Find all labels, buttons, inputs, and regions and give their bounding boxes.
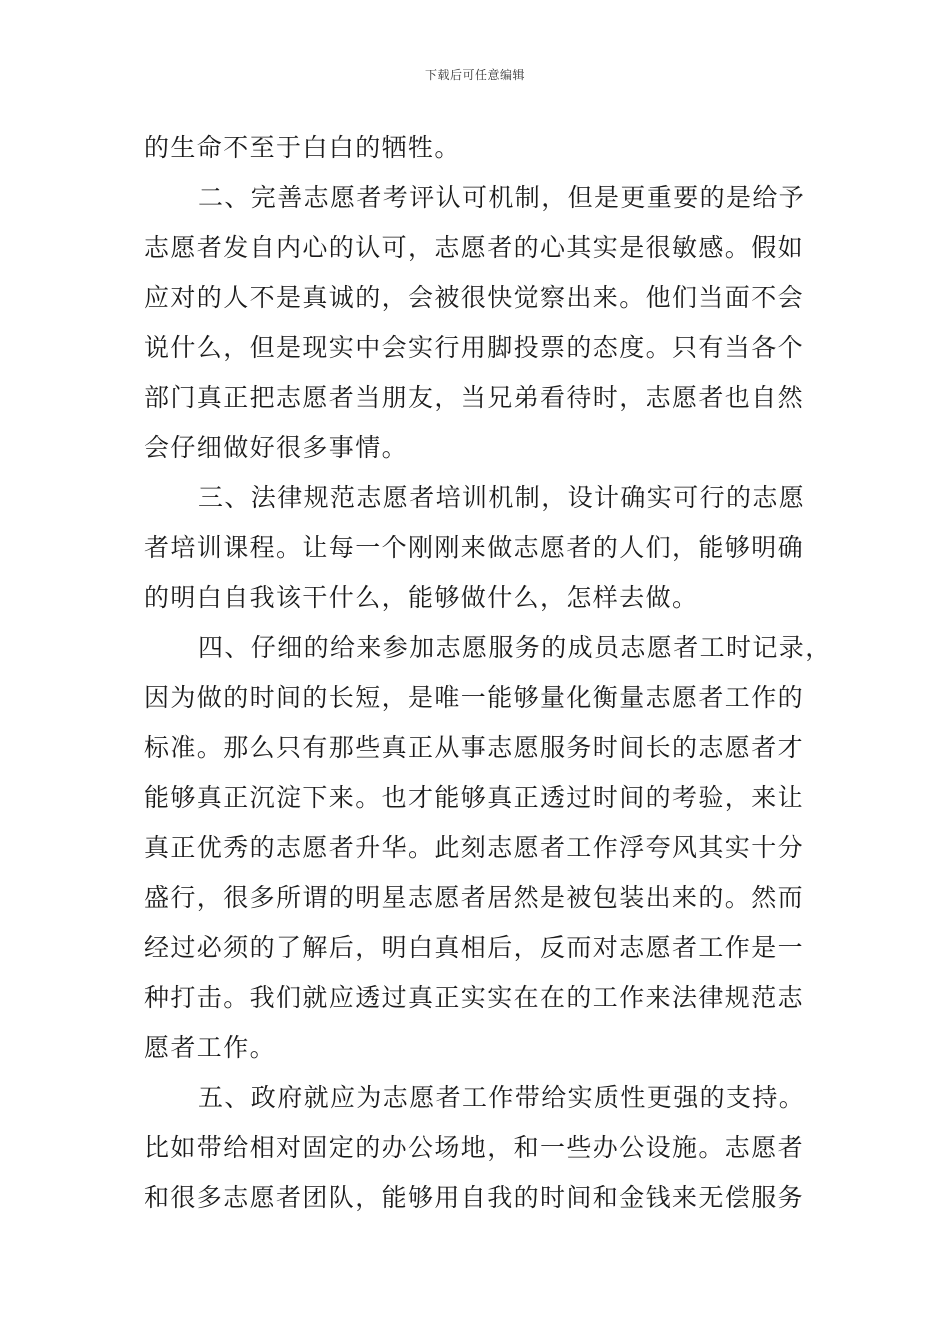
text-line: 标准。那么只有那些真正从事志愿服务时间长的志愿者才 (144, 733, 805, 762)
text-line: 真正优秀的志愿者升华。此刻志愿者工作浮夸风其实十分 (144, 833, 805, 862)
text-line: 经过必须的了解后，明白真相后，反而对志愿者工作是一 (144, 933, 805, 962)
text-line: 因为做的时间的长短，是唯一能够量化衡量志愿者工作的 (144, 683, 805, 712)
text-line: 应对的人不是真诚的，会被很快觉察出来。他们当面不会 (144, 283, 805, 312)
paragraph-start-line: 二、完善志愿者考评认可机制，但是更重要的是给予 (198, 183, 806, 212)
text-line: 部门真正把志愿者当朋友，当兄弟看待时，志愿者也自然 (144, 383, 805, 412)
text-line: 和很多志愿者团队，能够用自我的时间和金钱来无偿服务 (144, 1183, 805, 1212)
text-line: 者培训课程。让每一个刚刚来做志愿者的人们，能够明确 (144, 533, 805, 562)
paragraph-start-line: 五、政府就应为志愿者工作带给实质性更强的支持。 (198, 1083, 806, 1112)
text-line: 比如带给相对固定的办公场地，和一些办公设施。志愿者 (144, 1133, 805, 1162)
text-line: 愿者工作。 (144, 1033, 277, 1062)
text-line: 盛行，很多所谓的明星志愿者居然是被包装出来的。然而 (144, 883, 805, 912)
text-line: 的明白自我该干什么，能够做什么，怎样去做。 (144, 583, 699, 612)
page-header: 下载后可任意编辑 (424, 68, 525, 82)
document-body (144, 128, 832, 1228)
text-line: 能够真正沉淀下来。也才能够真正透过时间的考验，来让 (144, 783, 805, 812)
paragraph-start-line: 三、法律规范志愿者培训机制，设计确实可行的志愿 (198, 483, 806, 512)
paragraph-start-line: 四、仔细的给来参加志愿服务的成员志愿者工时记录， (198, 633, 832, 662)
text-line: 的生命不至于白白的牺牲。 (144, 133, 461, 162)
text-line: 志愿者发自内心的认可，志愿者的心其实是很敏感。假如 (144, 233, 805, 262)
text-line: 说什么，但是现实中会实行用脚投票的态度。只有当各个 (144, 333, 805, 362)
text-line: 种打击。我们就应透过真正实实在在的工作来法律规范志 (144, 983, 805, 1012)
text-line: 会仔细做好很多事情。 (144, 433, 409, 462)
